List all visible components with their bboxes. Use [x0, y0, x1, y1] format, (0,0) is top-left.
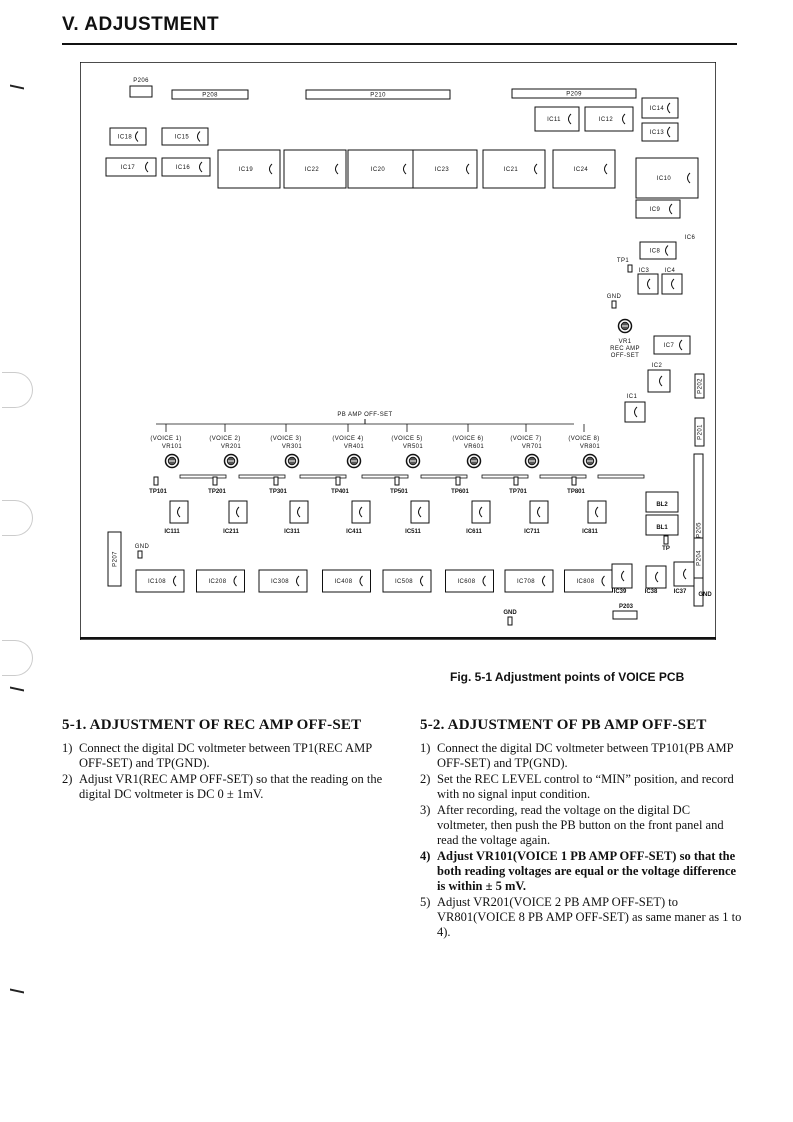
ic-label: IC22: [304, 167, 320, 173]
ic-label: IC208: [208, 579, 227, 585]
test-point: [138, 551, 142, 558]
binder-mark: [10, 85, 24, 90]
binder-mark: [10, 687, 24, 692]
ic-label: IC311: [284, 529, 300, 535]
test-point: [456, 477, 460, 485]
gnd-label: GND: [503, 610, 517, 616]
coil-label: BL1: [656, 525, 668, 531]
step-item: [62, 741, 387, 771]
step-text: Connect the digital DC voltmeter between TP1(REC AMP OFF-SET) and TP(GND).: [79, 741, 372, 770]
step-item: [420, 849, 742, 894]
punch-hole: [2, 500, 33, 536]
step-text: Adjust VR201(VOICE 2 PB AMP OFF-SET) to VR801(VOICE 8 PB AMP OFF-SET) as same maner as 1 to 4).: [437, 895, 742, 939]
ic-label: IC411: [346, 529, 362, 535]
connector-label: P202: [697, 378, 704, 394]
vr-label: VR101: [161, 444, 183, 450]
ic-label: IC608: [457, 579, 476, 585]
tp-label: TP: [662, 546, 670, 552]
step-number: 3): [420, 803, 431, 817]
test-point: [336, 477, 340, 485]
ic-label: IC12: [598, 117, 614, 123]
connector: [130, 86, 152, 97]
ic-label: IC23: [434, 167, 450, 173]
section-heading: 5-2. ADJUSTMENT OF PB AMP OFF-SET: [420, 717, 707, 733]
ic-label: IC14: [649, 106, 665, 112]
connector-label: P201: [697, 424, 704, 440]
ic-label: IC711: [524, 529, 540, 535]
test-point: [628, 265, 632, 272]
voice-label: (VOICE 1): [150, 436, 182, 442]
ic-label: IC808: [576, 579, 595, 585]
connector-label: P206: [133, 78, 149, 84]
ic-label: IC11: [547, 117, 561, 123]
step-item: [420, 741, 742, 771]
punch-hole: [2, 372, 33, 408]
ic-chip: [352, 501, 370, 523]
ic-label: IC20: [370, 167, 386, 173]
ic-chip: [411, 501, 429, 523]
pb-offset-label: PB AMP OFF-SET: [337, 412, 393, 418]
ic-label: IC18: [117, 134, 133, 141]
jumper-bar: [180, 475, 226, 478]
ic-label: IC3: [638, 268, 650, 274]
test-point: [274, 477, 278, 485]
ic-label: IC811: [582, 529, 598, 535]
ic-label: IC19: [238, 167, 254, 173]
section-pb-amp-offset: [420, 718, 742, 941]
ic-label: IC24: [573, 167, 589, 173]
jumper-bar: [482, 475, 528, 478]
vr-label: VR401: [343, 444, 365, 450]
test-point: [213, 477, 217, 485]
step-number: 4): [420, 849, 431, 863]
ic-chip: [530, 501, 548, 523]
gnd-label: GND: [134, 544, 150, 550]
voice-label: (VOICE 4): [332, 436, 364, 442]
test-point: [154, 477, 158, 485]
step-number: 1): [420, 741, 431, 755]
ic-label: IC508: [394, 579, 414, 585]
vr-label: VR701: [521, 444, 543, 450]
tp-label: TP101: [149, 489, 167, 495]
ic-chip: [588, 501, 606, 523]
ic-label: IC511: [405, 529, 421, 535]
vr-label: VR201: [220, 444, 242, 450]
tp-label: TP701: [509, 489, 527, 495]
coil-label: BL2: [656, 502, 668, 508]
ic-chip: [229, 501, 247, 523]
connector-label: P207: [112, 551, 119, 567]
step-number: 2): [420, 772, 431, 786]
ic-label: IC7: [663, 343, 675, 349]
gnd-label: GND: [606, 294, 622, 300]
ic-label: IC308: [270, 579, 290, 585]
test-point: [514, 477, 518, 485]
page-title: V. ADJUSTMENT: [62, 14, 220, 35]
test-point: [572, 477, 576, 485]
voice-label: (VOICE 3): [270, 436, 302, 442]
ic-label: IC17: [120, 165, 136, 171]
connector-label: P210: [370, 92, 386, 99]
voice-label: (VOICE 7): [510, 436, 542, 442]
voice-label: (VOICE 6): [452, 436, 484, 442]
step-item: [420, 803, 742, 848]
connector: [613, 611, 637, 619]
ic-label: IC708: [516, 579, 536, 585]
connector-label: P205: [696, 522, 703, 538]
vr-desc: OFF-SET: [610, 353, 640, 359]
test-point: [395, 477, 399, 485]
ic-label: IC611: [466, 529, 482, 535]
binder-mark: [10, 989, 24, 994]
tp-label: TP301: [269, 489, 287, 495]
ic-label: IC211: [223, 529, 239, 535]
tp-label: TP801: [567, 489, 585, 495]
title-rule: [62, 43, 737, 45]
ic-label: IC21: [503, 167, 519, 173]
voice-label: (VOICE 5): [391, 436, 423, 442]
voice-pcb-diagram: [80, 62, 716, 640]
step-item: [420, 895, 742, 940]
vr-label: VR801: [579, 444, 601, 450]
step-number: 5): [420, 895, 431, 909]
ic-label: IC16: [175, 165, 191, 171]
voice-label: (VOICE 2): [209, 436, 241, 442]
ic-label: IC111: [164, 529, 180, 535]
ic-label: IC108: [147, 579, 167, 585]
gnd-label: GND: [698, 592, 712, 598]
ic-label: IC13: [649, 130, 665, 136]
vr-desc: REC AMP: [610, 346, 640, 352]
connector-label: P208: [202, 92, 218, 99]
connector-label: P203: [618, 604, 634, 610]
ic-label: IC4: [664, 268, 676, 274]
ic-label: IC408: [334, 579, 353, 585]
tp-label: TP1: [616, 258, 630, 264]
ic-label: IC38: [644, 589, 658, 595]
section-heading: 5-1. ADJUSTMENT OF REC AMP OFF-SET: [62, 717, 362, 733]
connector-label: P204: [696, 550, 703, 566]
tp-label: TP401: [331, 489, 349, 495]
tp-label: TP201: [208, 489, 226, 495]
figure-caption: Fig. 5-1 Adjustment points of VOICE PCB: [450, 670, 685, 684]
test-point: [664, 536, 668, 544]
ic-label: IC39: [613, 589, 627, 595]
punch-hole: [2, 640, 33, 676]
voice-label: (VOICE 8): [568, 436, 600, 442]
step-item: [62, 772, 387, 802]
jumper-bar: [540, 475, 586, 478]
ic-label: IC10: [656, 176, 672, 182]
step-item: [420, 772, 742, 802]
test-point: [612, 301, 616, 308]
vr-label: VR501: [402, 444, 424, 450]
test-point: [508, 617, 512, 625]
ic-label: IC9: [649, 207, 661, 213]
ic-label: IC1: [626, 394, 638, 400]
connector-label: P209: [566, 91, 582, 98]
tp-label: TP501: [390, 489, 408, 495]
ic-chip: [290, 501, 308, 523]
step-text: Connect the digital DC voltmeter between TP101(PB AMP OFF-SET) and TP(GND).: [437, 741, 734, 770]
tp-label: TP601: [451, 489, 469, 495]
ic-chip: [472, 501, 490, 523]
jumper-bar: [598, 475, 644, 478]
ic-label: IC8: [649, 248, 661, 255]
ic-label: IC6: [684, 235, 696, 241]
step-text: Adjust VR1(REC AMP OFF-SET) so that the reading on the digital DC voltmeter is DC 0 ± 1mV.: [79, 772, 383, 801]
ic-label: IC15: [174, 134, 190, 141]
step-number: 1): [62, 741, 73, 755]
ic-chip: [170, 501, 188, 523]
step-number: 2): [62, 772, 73, 786]
ic-label: IC2: [651, 363, 663, 369]
jumper-bar: [362, 475, 408, 478]
vr-label: VR301: [281, 444, 303, 450]
step-text: Set the REC LEVEL control to “MIN” position, and record with no signal input condition.: [437, 772, 734, 801]
vr-label: VR601: [463, 444, 485, 450]
step-text: Adjust VR101(VOICE 1 PB AMP OFF-SET) so that the both reading voltages are equal or the voltage difference is within ± 5 mV.: [437, 849, 737, 893]
ic-label: IC37: [673, 589, 687, 595]
section-rec-amp-offset: [62, 718, 387, 803]
vr-label: VR1: [618, 339, 632, 345]
step-text: After recording, read the voltage on the digital DC voltmeter, then push the PB button on the front panel and read the voltage again.: [437, 803, 724, 847]
